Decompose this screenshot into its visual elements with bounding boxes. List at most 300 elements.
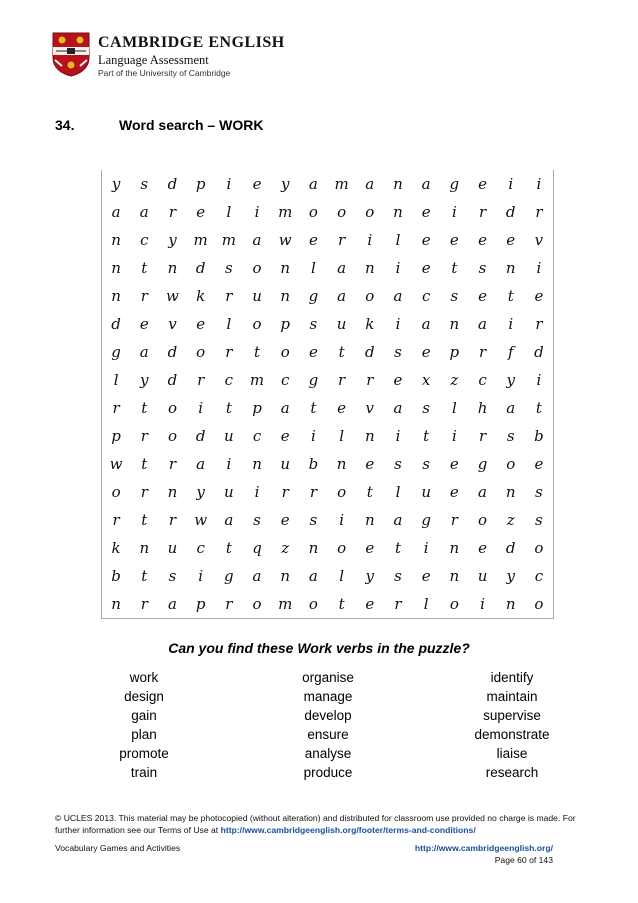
grid-letter: o xyxy=(337,483,347,501)
grid-letter: n xyxy=(308,539,319,557)
grid-letter: z xyxy=(281,539,290,557)
grid-letter: w xyxy=(194,511,208,529)
grid-row xyxy=(102,506,553,534)
grid-letter: i xyxy=(536,259,542,277)
grid-letter: y xyxy=(140,371,149,389)
cambridge-logo xyxy=(52,32,312,78)
grid-letter: d xyxy=(167,175,178,193)
word-item: design xyxy=(124,689,164,704)
grid-letter: r xyxy=(478,203,487,221)
copyright-text: © UCLES 2013. This material may be photocopied (without alteration) and distributed for classroom use provided no charge is made. For further information see our Terms of Use at xyxy=(55,813,576,835)
grid-letter: s xyxy=(309,511,318,529)
grid-letter: t xyxy=(507,287,514,305)
grid-letter: b xyxy=(308,455,319,473)
grid-letter: g xyxy=(449,175,460,193)
grid-letter: e xyxy=(478,175,487,193)
grid-row xyxy=(102,534,553,562)
grid-letter: r xyxy=(168,511,177,529)
grid-letter: r xyxy=(112,511,120,529)
brand-tagline: Part of the University of Cambridge xyxy=(98,68,231,78)
grid-letter: a xyxy=(393,399,403,417)
grid-letter: p xyxy=(252,399,262,417)
grid-letter: m xyxy=(193,231,208,249)
grid-letter: d xyxy=(167,371,178,389)
grid-letter: r xyxy=(478,343,487,361)
grid-letter: o xyxy=(252,259,262,277)
grid-letter: d xyxy=(167,343,178,361)
word-item: ensure xyxy=(307,727,349,742)
grid-letter: r xyxy=(225,343,233,361)
grid-letter: g xyxy=(308,371,319,389)
grid-letter: i xyxy=(451,203,457,221)
grid-letter: k xyxy=(196,287,206,305)
grid-letter: i xyxy=(198,567,204,585)
grid-letter: r xyxy=(309,483,317,501)
grid-letter: s xyxy=(450,287,459,305)
word-item: promote xyxy=(119,746,169,761)
grid-letter: s xyxy=(224,259,233,277)
grid-letter: a xyxy=(337,287,347,305)
grid-letter: g xyxy=(308,287,319,305)
grid-letter: w xyxy=(166,287,179,305)
grid-letter: d xyxy=(534,343,544,361)
grid-letter: r xyxy=(478,427,487,445)
grid-letter: e xyxy=(421,343,431,361)
grid-letter: r xyxy=(168,455,177,473)
grid-letter: m xyxy=(249,371,265,389)
grid-letter: y xyxy=(196,483,205,501)
grid-letter: t xyxy=(141,399,148,417)
grid-letter: p xyxy=(111,427,121,445)
grid-letter: n xyxy=(111,287,121,305)
grid-letter: t xyxy=(535,399,542,417)
grid-letter: o xyxy=(534,595,544,613)
grid-letter: t xyxy=(338,343,345,361)
grid-letter: n xyxy=(167,483,178,501)
grid-letter: o xyxy=(506,455,516,473)
grid-letter: i xyxy=(254,483,260,501)
word-item: demonstrate xyxy=(474,727,550,742)
grid-letter: n xyxy=(449,315,460,333)
grid-letter: r xyxy=(338,371,346,389)
grid-letter: a xyxy=(308,567,318,585)
terms-link[interactable]: http://www.cambridgeenglish.org/footer/terms-and-conditions/ xyxy=(220,825,476,835)
grid-letter: g xyxy=(224,567,234,585)
grid-letter: r xyxy=(450,511,458,529)
grid-letter: r xyxy=(140,287,148,305)
grid-letter: a xyxy=(224,511,234,529)
grid-letter: r xyxy=(225,287,233,305)
grid-letter: n xyxy=(280,287,291,305)
grid-letter: n xyxy=(111,259,121,277)
grid-letter: a xyxy=(139,343,149,361)
grid-letter: r xyxy=(140,427,148,445)
grid-letter: e xyxy=(280,427,290,445)
grid-letter: k xyxy=(111,539,121,557)
grid-letter: n xyxy=(139,539,150,557)
grid-letter: n xyxy=(280,567,291,585)
grid-letter: l xyxy=(311,259,316,277)
grid-letter: n xyxy=(167,259,178,277)
grid-letter: p xyxy=(195,175,206,193)
grid-letter: c xyxy=(196,539,205,557)
grid-letter: e xyxy=(280,511,290,529)
grid-letter: c xyxy=(421,287,431,305)
grid-letter: a xyxy=(196,455,206,473)
grid-letter: s xyxy=(422,399,430,417)
grid-letter: w xyxy=(278,231,292,249)
grid-letter: e xyxy=(365,455,375,473)
grid-letter: d xyxy=(505,203,516,221)
page-number: Page 60 of 143 xyxy=(494,855,553,865)
grid-letter: o xyxy=(167,427,177,445)
grid-letter: e xyxy=(421,231,431,249)
grid-letter: u xyxy=(336,315,347,333)
question-text: Can you find these Work verbs in the puzzle? xyxy=(168,640,470,656)
grid-letter: r xyxy=(535,203,543,221)
cambridge-shield-icon xyxy=(52,32,90,77)
grid-letter: m xyxy=(221,231,236,249)
grid-letter: t xyxy=(310,399,317,417)
word-item: train xyxy=(130,765,158,780)
grid-row xyxy=(102,310,553,338)
grid-letter: z xyxy=(506,511,515,529)
grid-letter: o xyxy=(365,287,375,305)
grid-letter: f xyxy=(507,343,514,361)
grid-letter: l xyxy=(395,483,401,501)
grid-letter: e xyxy=(421,203,431,221)
word-item: identify xyxy=(490,670,534,685)
grid-letter: i xyxy=(395,259,401,277)
grid-row xyxy=(102,170,553,198)
word-item: analyse xyxy=(304,746,352,761)
grid-letter: m xyxy=(278,203,293,221)
grid-letter: l xyxy=(113,371,119,389)
grid-letter: t xyxy=(141,511,148,529)
grid-letter: a xyxy=(167,595,177,613)
grid-letter: r xyxy=(535,315,543,333)
word-search-grid xyxy=(101,170,554,619)
grid-letter: a xyxy=(478,483,487,501)
grid-letter: i xyxy=(536,371,542,389)
letter-grid-table xyxy=(102,170,553,618)
grid-letter: i xyxy=(451,427,457,445)
grid-letter: o xyxy=(252,315,262,333)
grid-letter: o xyxy=(196,343,206,361)
grid-letter: i xyxy=(395,315,401,333)
grid-letter: s xyxy=(168,567,177,585)
word-list-column-2 xyxy=(248,668,408,782)
grid-letter: e xyxy=(534,455,544,473)
grid-letter: e xyxy=(196,203,206,221)
grid-letter: r xyxy=(281,483,289,501)
book-title: Vocabulary Games and Activities xyxy=(55,843,181,853)
grid-letter: r xyxy=(338,231,346,249)
grid-letter: n xyxy=(505,595,516,613)
grid-letter: n xyxy=(280,259,291,277)
grid-letter: t xyxy=(141,567,148,585)
grid-letter: s xyxy=(253,511,261,529)
grid-row xyxy=(102,394,553,422)
grid-letter: e xyxy=(252,175,262,193)
grid-row xyxy=(102,198,553,226)
grid-letter: e xyxy=(449,483,459,501)
grid-letter: o xyxy=(337,203,347,221)
grid-letter: t xyxy=(366,483,373,501)
grid-row xyxy=(102,282,553,310)
grid-letter: y xyxy=(168,231,177,249)
grid-letter: a xyxy=(421,315,431,333)
grid-letter: l xyxy=(226,203,232,221)
word-list-column-1 xyxy=(64,668,224,782)
grid-letter: d xyxy=(111,315,121,333)
grid-letter: t xyxy=(338,595,345,613)
grid-letter: n xyxy=(505,483,516,501)
grid-letter: n xyxy=(449,539,460,557)
grid-letter: n xyxy=(393,203,403,221)
grid-letter: r xyxy=(225,595,233,613)
grid-letter: n xyxy=(364,427,375,445)
grid-letter: e xyxy=(421,259,431,277)
grid-letter: v xyxy=(365,399,375,417)
grid-letter: o xyxy=(167,399,177,417)
grid-letter: u xyxy=(477,567,488,585)
grid-letter: i xyxy=(226,455,232,473)
grid-letter: a xyxy=(139,203,149,221)
grid-letter: e xyxy=(449,231,459,249)
grid-letter: e xyxy=(365,539,375,557)
grid-letter: g xyxy=(421,511,431,529)
grid-letter: a xyxy=(280,399,290,417)
grid-letter: c xyxy=(281,371,290,389)
grid-letter: l xyxy=(451,399,457,417)
word-item: liaise xyxy=(496,746,528,761)
grid-letter: y xyxy=(506,371,515,389)
grid-letter: o xyxy=(534,539,544,557)
grid-letter: e xyxy=(308,231,318,249)
grid-letter: r xyxy=(197,371,205,389)
grid-letter: s xyxy=(309,315,318,333)
grid-letter: v xyxy=(534,231,544,249)
grid-letter: n xyxy=(449,567,460,585)
word-item: maintain xyxy=(486,689,538,704)
grid-letter: s xyxy=(140,175,149,193)
grid-letter: m xyxy=(278,595,293,613)
grid-letter: c xyxy=(224,371,234,389)
grid-letter: d xyxy=(505,539,516,557)
grid-letter: r xyxy=(394,595,402,613)
grid-letter: y xyxy=(111,175,121,193)
grid-letter: s xyxy=(506,427,515,445)
grid-row xyxy=(102,478,553,506)
grid-letter: t xyxy=(141,259,148,277)
grid-letter: i xyxy=(508,175,514,193)
grid-letter: n xyxy=(364,259,375,277)
grid-letter: w xyxy=(109,455,123,473)
grid-letter: o xyxy=(478,511,488,529)
grid-letter: i xyxy=(508,315,514,333)
grid-letter: s xyxy=(535,483,543,501)
grid-letter: i xyxy=(198,399,204,417)
grid-letter: r xyxy=(168,203,177,221)
grid-letter: m xyxy=(334,175,349,193)
grid-letter: n xyxy=(111,595,121,613)
word-item: supervise xyxy=(483,708,541,723)
grid-letter: p xyxy=(195,595,206,613)
grid-letter: u xyxy=(224,483,234,501)
grid-row xyxy=(102,422,553,450)
word-item: organise xyxy=(302,670,354,685)
grid-letter: t xyxy=(451,259,458,277)
grid-letter: d xyxy=(195,427,206,445)
grid-letter: r xyxy=(112,399,120,417)
grid-letter: y xyxy=(365,567,375,585)
grid-letter: x xyxy=(421,371,431,389)
word-item: plan xyxy=(131,727,157,742)
grid-letter: n xyxy=(111,231,121,249)
grid-letter: l xyxy=(423,595,429,613)
grid-letter: a xyxy=(365,175,375,193)
grid-letter: a xyxy=(337,259,347,277)
grid-letter: e xyxy=(449,455,459,473)
grid-letter: a xyxy=(506,399,516,417)
grid-letter: e xyxy=(337,399,347,417)
grid-letter: q xyxy=(252,539,262,557)
grid-row xyxy=(102,226,553,254)
grid-letter: e xyxy=(478,539,487,557)
word-item: work xyxy=(129,670,159,685)
grid-letter: r xyxy=(140,595,148,613)
grid-letter: e xyxy=(478,287,487,305)
grid-letter: g xyxy=(477,455,488,473)
grid-letter: o xyxy=(280,343,290,361)
grid-letter: e xyxy=(478,231,487,249)
grid-letter: s xyxy=(394,567,402,585)
grid-letter: e xyxy=(421,567,431,585)
word-list-column-3 xyxy=(432,668,592,782)
grid-letter: c xyxy=(252,427,262,445)
grid-letter: o xyxy=(449,595,459,613)
grid-letter: d xyxy=(195,259,206,277)
grid-letter: i xyxy=(339,511,344,529)
grid-letter: a xyxy=(252,567,262,585)
grid-letter: u xyxy=(280,455,291,473)
grid-letter: u xyxy=(252,287,262,305)
grid-letter: n xyxy=(505,259,516,277)
grid-letter: o xyxy=(308,595,318,613)
grid-letter: e xyxy=(365,595,375,613)
grid-letter: a xyxy=(308,175,318,193)
grid-letter: t xyxy=(254,343,261,361)
grid-row xyxy=(102,254,553,282)
grid-row xyxy=(102,590,553,618)
grid-letter: y xyxy=(506,567,515,585)
grid-letter: l xyxy=(395,231,401,249)
word-item: develop xyxy=(304,708,352,723)
grid-letter: o xyxy=(252,595,262,613)
grid-letter: t xyxy=(423,427,430,445)
grid-letter: n xyxy=(252,455,262,473)
grid-letter: s xyxy=(422,455,430,473)
grid-letter: s xyxy=(394,343,402,361)
grid-letter: b xyxy=(111,567,121,585)
copyright-notice xyxy=(55,812,595,836)
grid-letter: o xyxy=(337,539,347,557)
grid-letter: a xyxy=(393,511,403,529)
exercise-title: Word search – WORK xyxy=(119,117,264,133)
grid-letter: e xyxy=(196,315,206,333)
grid-letter: i xyxy=(536,175,542,193)
grid-letter: p xyxy=(449,343,460,361)
grid-letter: c xyxy=(534,567,544,585)
word-item: gain xyxy=(131,708,157,723)
grid-letter: t xyxy=(225,399,232,417)
grid-letter: a xyxy=(393,287,403,305)
grid-letter: i xyxy=(311,427,316,445)
grid-letter: l xyxy=(226,315,232,333)
grid-letter: e xyxy=(506,231,516,249)
grid-letter: o xyxy=(308,203,318,221)
grid-letter: u xyxy=(224,427,234,445)
grid-letter: u xyxy=(421,483,431,501)
grid-letter: v xyxy=(168,315,177,333)
grid-letter: p xyxy=(280,315,291,333)
grid-letter: n xyxy=(336,455,347,473)
grid-letter: z xyxy=(450,371,459,389)
grid-letter: c xyxy=(140,231,149,249)
grid-letter: u xyxy=(167,539,178,557)
grid-letter: o xyxy=(365,203,375,221)
grid-letter: e xyxy=(534,287,544,305)
grid-letter: e xyxy=(393,371,403,389)
word-item: manage xyxy=(303,689,353,704)
grid-letter: e xyxy=(308,343,318,361)
grid-letter: r xyxy=(366,371,374,389)
grid-letter: a xyxy=(421,175,431,193)
grid-letter: l xyxy=(339,567,344,585)
grid-letter: b xyxy=(534,427,544,445)
grid-letter: s xyxy=(478,259,487,277)
grid-letter: g xyxy=(111,343,121,361)
grid-letter: a xyxy=(252,231,262,249)
exercise-number: 34. xyxy=(55,117,75,133)
site-link[interactable]: http://www.cambridgeenglish.org/ xyxy=(414,843,553,853)
grid-letter: r xyxy=(140,483,148,501)
grid-letter: t xyxy=(141,455,148,473)
grid-row xyxy=(102,366,553,394)
grid-letter: i xyxy=(480,595,485,613)
grid-letter: e xyxy=(139,315,149,333)
grid-letter: s xyxy=(535,511,543,529)
grid-letter: a xyxy=(111,203,121,221)
word-item: research xyxy=(485,765,539,780)
grid-letter: c xyxy=(478,371,487,389)
grid-letter: n xyxy=(393,175,403,193)
grid-row xyxy=(102,562,553,590)
grid-letter: i xyxy=(423,539,429,557)
grid-letter: i xyxy=(254,203,260,221)
brand-name: CAMBRIDGE ENGLISH xyxy=(98,34,285,51)
brand-subtitle: Language Assessment xyxy=(98,53,209,67)
grid-letter: o xyxy=(111,483,121,501)
grid-row xyxy=(102,338,553,366)
grid-letter: n xyxy=(364,511,375,529)
grid-letter: s xyxy=(394,455,402,473)
grid-letter: a xyxy=(478,315,487,333)
grid-letter: t xyxy=(225,539,232,557)
grid-letter: i xyxy=(367,231,373,249)
grid-row xyxy=(102,450,553,478)
